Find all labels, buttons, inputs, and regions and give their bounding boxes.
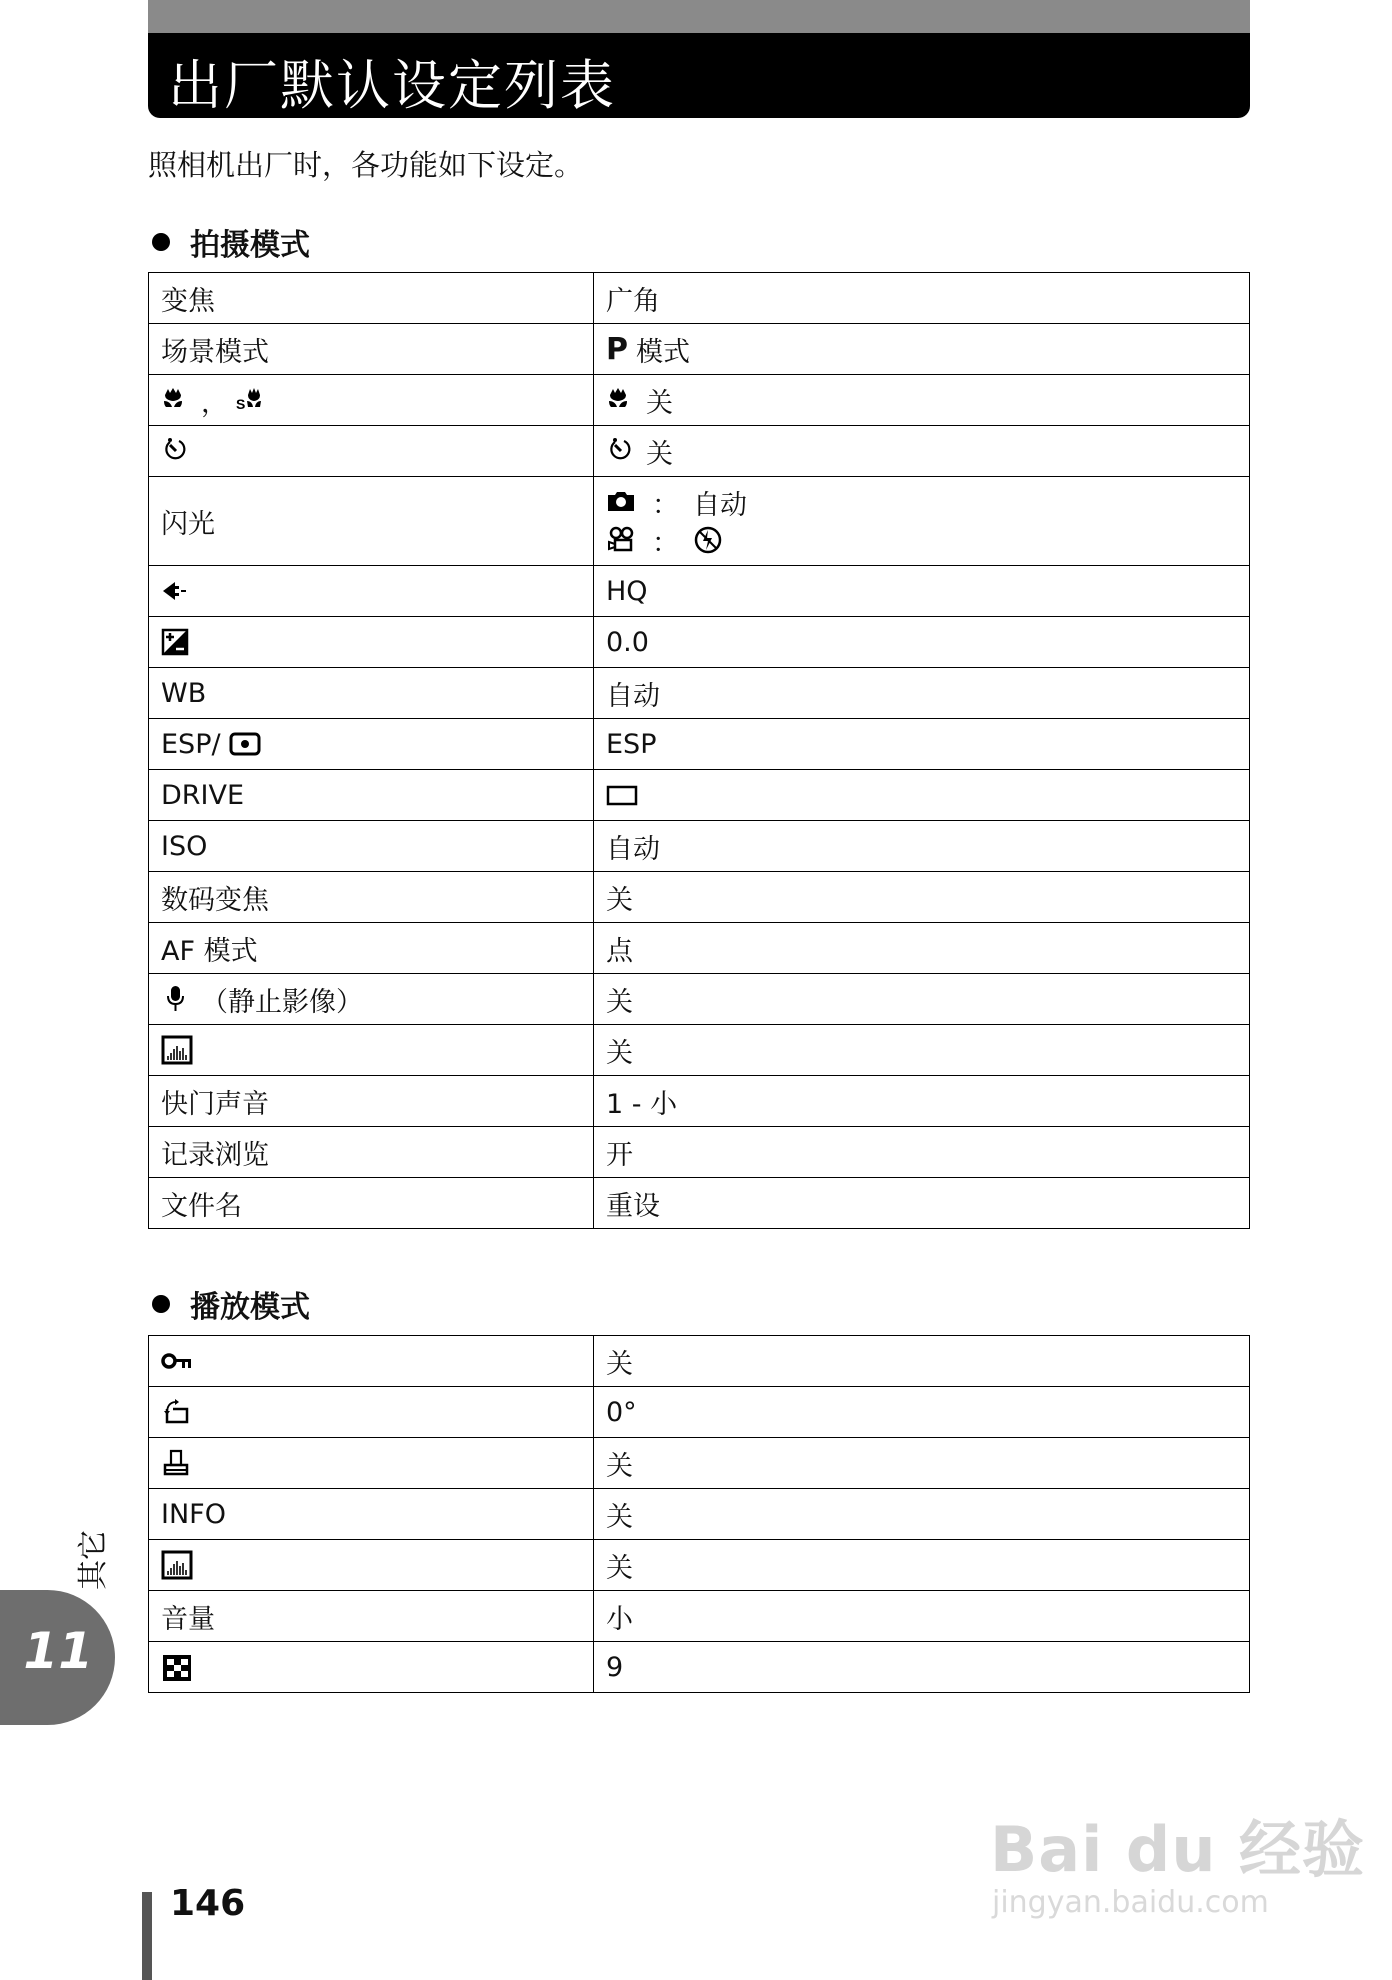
cell-text: 场景模式 [161,336,269,368]
page-title: 出厂默认设定列表 [168,54,616,117]
cell-text: 开 [606,1139,633,1171]
cell-text: 快门声音 [161,1088,269,1120]
cell-text: DRIVE [161,779,245,811]
cell-text: INFO [161,1498,226,1530]
setting-name [149,477,594,566]
cell-text: 9 [606,1651,624,1683]
setting-name [149,617,594,668]
table-row [149,1438,1250,1489]
cell-text: 0.0 [606,626,649,658]
setting-name [149,770,594,821]
cell-text: 小 [606,1603,633,1635]
cell-text: ESP/ [161,728,221,760]
cell-text: 关 [606,884,633,916]
cell-text: 自动 [606,833,660,865]
section-title: 拍摄模式 [190,228,310,263]
histogram-icon [161,1550,193,1580]
section-title: 播放模式 [190,1290,310,1325]
section-heading-playback [152,1282,310,1326]
table-row [149,617,1250,668]
cell-text: 广角 [606,285,660,317]
table-row [149,1540,1250,1591]
cell-text: （静止影像） [201,986,363,1018]
cell-text: ： [652,489,679,521]
table-row [149,668,1250,719]
table-row [149,1387,1250,1438]
cell-text: 变焦 [161,285,215,317]
cell-text: ： [652,527,679,559]
setting-name [149,719,594,770]
setting-name [149,1489,594,1540]
chapter-tab [0,1590,115,1725]
default-value [594,1387,1250,1438]
cell-text: 音量 [161,1603,215,1635]
self-timer-icon [161,436,193,466]
rotate-icon [161,1397,193,1427]
table-row [149,923,1250,974]
cell-text: 关 [606,1037,633,1069]
cell-text: 关 [646,387,673,419]
setting-name [149,1127,594,1178]
section-heading-shooting [152,220,310,264]
spot-metering-icon [229,729,261,759]
watermark-logo: Bai du 经验 [990,1813,1366,1886]
default-value [594,821,1250,872]
table-row [149,426,1250,477]
table-row [149,477,1250,566]
setting-name [149,426,594,477]
cell-text: 关 [606,1501,633,1533]
table-row [149,719,1250,770]
histogram-icon [161,1035,193,1065]
setting-name [149,1076,594,1127]
cell-text: 重设 [606,1190,660,1222]
default-value [594,1540,1250,1591]
default-value [594,375,1250,426]
table-row [149,1591,1250,1642]
cell-text: 关 [646,438,673,470]
cell-text: 0° [606,1396,637,1428]
table-row [149,1025,1250,1076]
macro-icon [161,385,193,415]
default-value [594,1591,1250,1642]
intro-text: 照相机出厂时，各功能如下设定。 [148,148,584,182]
setting-name [149,1178,594,1229]
svg-text:S: S [236,396,246,412]
cell-text: 文件名 [161,1190,242,1222]
table-row [149,872,1250,923]
table-row [149,375,1250,426]
setting-name [149,821,594,872]
default-value [594,668,1250,719]
cell-text: ESP [606,728,657,760]
print-order-icon [161,1448,193,1478]
default-value [594,1642,1250,1693]
default-value [594,617,1250,668]
cell-text: 模式 [636,336,690,368]
flash-off-icon [693,525,725,555]
default-value [594,1076,1250,1127]
setting-name [149,1591,594,1642]
cell-text: 自动 [606,680,660,712]
table-row [149,1489,1250,1540]
cell-text: WB [161,677,207,709]
super-macro-icon [236,385,268,415]
title-bar [148,33,1250,118]
setting-name [149,872,594,923]
chapter-number: 11 [23,1622,93,1680]
table-row [149,1178,1250,1229]
cell-text: 数码变焦 [161,884,269,916]
default-value [594,1178,1250,1229]
default-value [594,324,1250,375]
default-value [594,770,1250,821]
cell-text: AF 模式 [161,935,258,967]
cell-text: 记录浏览 [161,1139,269,1171]
table-row [149,1127,1250,1178]
default-value [594,923,1250,974]
protect-key-icon [161,1346,193,1376]
table-row [149,1076,1250,1127]
index-display-icon [161,1652,193,1682]
table-row [149,974,1250,1025]
setting-name [149,566,594,617]
bullet-icon [152,233,170,251]
default-value [594,426,1250,477]
table-row [149,273,1250,324]
page-number-bar [142,1892,152,1980]
setting-name [149,1540,594,1591]
setting-name [149,974,594,1025]
default-value [594,1025,1250,1076]
watermark-url: jingyan.baidu.com [992,1885,1269,1920]
chapter-label: 其它 [76,1530,111,1590]
single-frame-icon [606,780,638,810]
default-value [594,1438,1250,1489]
cell-text: 点 [606,935,633,967]
program-mode-label: P [606,331,628,367]
default-value [594,872,1250,923]
self-timer-icon [606,436,638,466]
setting-name [149,324,594,375]
playback-defaults-table [148,1335,1250,1693]
setting-name [149,668,594,719]
default-value [594,1127,1250,1178]
table-row [149,1642,1250,1693]
macro-icon [606,385,638,415]
default-value [594,974,1250,1025]
setting-name [149,1642,594,1693]
page-number: 146 [170,1883,246,1924]
default-value [594,273,1250,324]
default-value [594,477,1250,566]
camera-icon [606,487,638,517]
cell-text: HQ [606,575,648,607]
setting-name [149,375,594,426]
cell-text: 1 - 小 [606,1088,678,1120]
cell-text: 关 [606,1552,633,1584]
setting-name [149,1387,594,1438]
table-row [149,566,1250,617]
default-value [594,1489,1250,1540]
bullet-icon [152,1295,170,1313]
header-gray-bar [148,0,1250,33]
table-row [149,770,1250,821]
cell-text: ISO [161,830,208,862]
cell-text: 关 [606,1348,633,1380]
setting-name [149,1438,594,1489]
exposure-compensation-icon [161,627,193,657]
image-quality-icon [161,576,193,606]
table-row [149,1336,1250,1387]
shooting-defaults-table [148,272,1250,1229]
setting-name [149,1336,594,1387]
cell-text: 关 [606,1450,633,1482]
movie-icon [606,525,638,555]
cell-text: 关 [606,986,633,1018]
default-value [594,719,1250,770]
setting-name [149,923,594,974]
cell-text: 自动 [693,489,747,521]
default-value [594,566,1250,617]
microphone-icon [161,984,193,1014]
setting-name [149,1025,594,1076]
setting-name [149,273,594,324]
cell-text: ， [201,387,228,419]
table-row [149,821,1250,872]
table-row [149,324,1250,375]
cell-text: 闪光 [161,508,215,540]
default-value [594,1336,1250,1387]
